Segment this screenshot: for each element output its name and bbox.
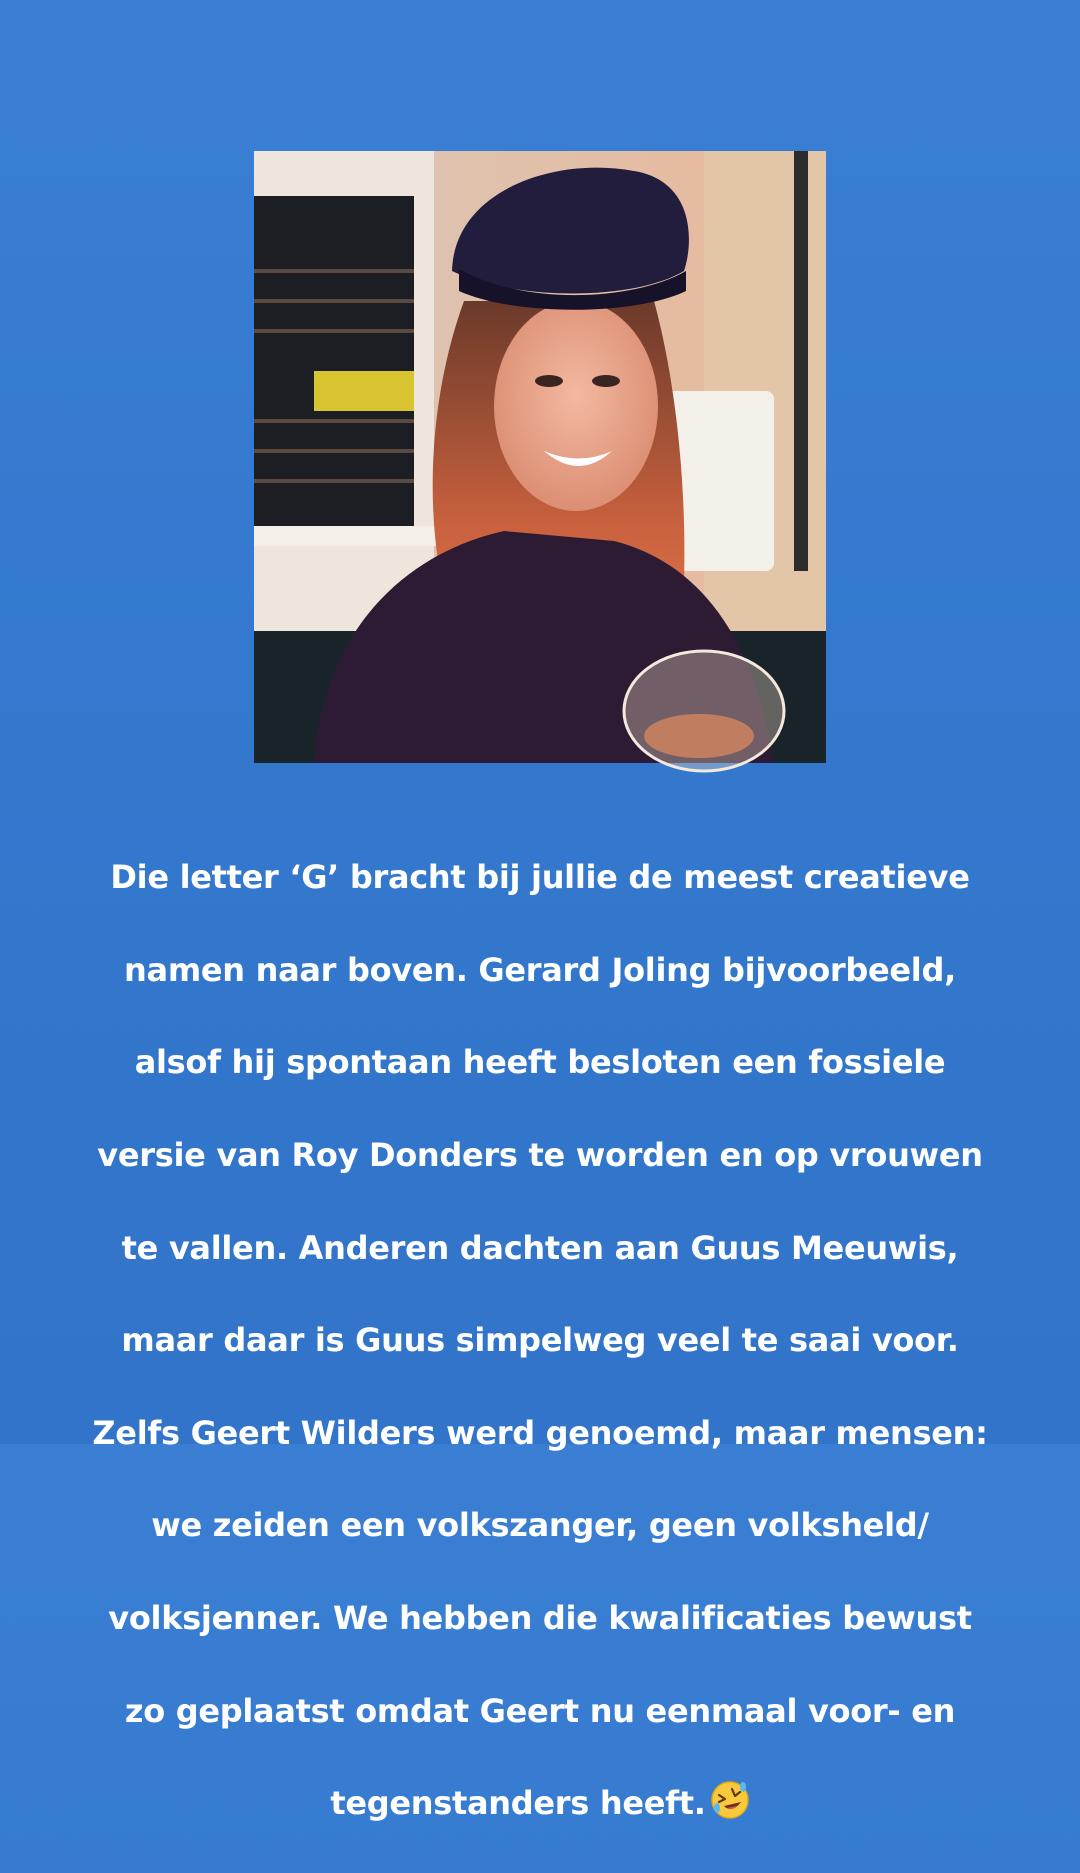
caption-line: volksjenner. We hebben die kwalificaties bewust — [108, 1599, 972, 1638]
photo-illustration — [254, 151, 826, 763]
rolling-on-floor-laughing-icon — [710, 1780, 750, 1820]
caption-last-line — [40, 1780, 1040, 1826]
caption-line: versie van Roy Donders te worden en op vrouwen — [97, 1136, 983, 1175]
caption-line: tegenstanders heeft. — [330, 1784, 706, 1823]
caption-line: maar daar is Guus simpelweg veel te saai voor. — [121, 1321, 959, 1360]
caption-line: alsof hij spontaan heeft besloten een fossiele — [134, 1043, 946, 1082]
story-photo — [254, 151, 826, 763]
caption-line: Zelfs Geert Wilders werd genoemd, maar mensen: — [92, 1413, 988, 1452]
caption-line: we zeiden een volkszanger, geen volksheld/ — [151, 1506, 929, 1545]
caption-line: Die letter ‘G’ bracht bij jullie de meest creatieve — [110, 858, 970, 897]
caption-line: te vallen. Anderen dachten aan Guus Meeuwis, — [121, 1228, 959, 1267]
caption-line: zo geplaatst omdat Geert nu eenmaal voor- en — [124, 1691, 956, 1730]
story-caption — [40, 808, 1040, 1873]
caption-line: namen naar boven. Gerard Joling bijvoorbeeld, — [124, 950, 956, 989]
